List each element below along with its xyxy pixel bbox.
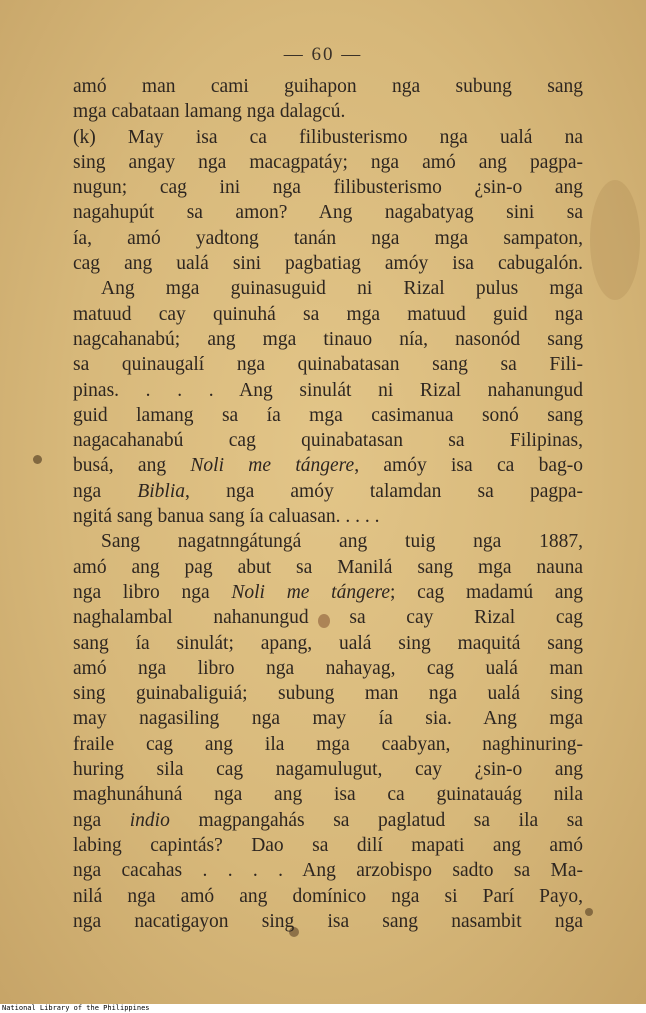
- page-number: — 60 —: [283, 44, 363, 65]
- text-run: nagacahanabú cag quinabatasan sa Filipinas,: [73, 430, 583, 452]
- text-run: nagcahanabú; ang mga tinauo nía, nasonód sang: [73, 328, 583, 350]
- text-line: [73, 150, 583, 175]
- text-run: sing angay nga macagpatáy; nga amó ang pagpa-: [73, 151, 583, 173]
- text-run: nagahupút sa amon? Ang nagabatyag sini sa: [73, 202, 583, 224]
- text-run: labing capintás? Dao sa dilí mapati ang amó: [73, 834, 583, 856]
- text-line: [73, 504, 583, 529]
- text-line: [73, 200, 583, 225]
- text-run: cag ang ualá sini pagbatiag amóy isa cabugalón.: [73, 253, 583, 275]
- italic-title: Noli me tángere: [190, 455, 355, 477]
- text-run: , nga amóy talamdan sa pagpa-: [185, 480, 584, 502]
- paper-stain: [590, 180, 640, 300]
- italic-title: Biblia: [137, 480, 186, 502]
- text-run: ía, amó yadtong tanán nga mga sampaton,: [73, 227, 583, 249]
- text-run: ; cag madamú ang: [390, 581, 584, 603]
- text-run: ngitá sang banua sang ía caluasan. . . . .: [73, 506, 380, 528]
- ink-stain: [33, 455, 42, 464]
- text-run: busá, ang: [73, 455, 191, 477]
- text-line: [73, 276, 583, 301]
- text-run: huring sila cag nagamulugut, cay ¿sin-o ang: [73, 759, 583, 781]
- text-run: , amóy isa ca bag-o: [354, 455, 584, 477]
- text-run: amó nga libro nga nahayag, cag ualá man: [73, 657, 583, 679]
- italic-title: Noli me tángere: [231, 581, 391, 603]
- text-line: [73, 226, 583, 251]
- text-line: [73, 352, 583, 377]
- text-run: nga nacatigayon sing isa sang nasambit nga: [73, 910, 583, 932]
- text-line: [73, 251, 583, 276]
- text-run: nga cacahas . . . . Ang arzobispo sadto sa Ma-: [73, 860, 583, 882]
- text-run: nga: [73, 480, 138, 502]
- text-run: guid lamang sa ía mga casimanua sonó sang: [73, 404, 583, 426]
- text-run: (k) May isa ca filibusterismo nga ualá na: [73, 126, 583, 148]
- text-line: [73, 327, 583, 352]
- text-run: sa quinaugalí nga quinabatasan sang sa Fili-: [73, 354, 583, 376]
- text-run: nilá nga amó ang domínico nga si Parí Payo,: [73, 885, 583, 907]
- text-line: [73, 833, 583, 858]
- text-line: [73, 125, 583, 150]
- text-run: maghunáhuná nga ang isa ca guinatauág nila: [73, 784, 583, 806]
- text-run: sing guinabaliguiá; subung man nga ualá sing: [73, 683, 583, 705]
- text-run: pinas. . . . Ang sinulát ni Rizal nahanungud: [73, 379, 583, 401]
- text-run: nga: [73, 809, 130, 831]
- text-line: [73, 555, 583, 580]
- text-line: [73, 808, 583, 833]
- text-line: [73, 175, 583, 200]
- text-line: [73, 909, 583, 934]
- text-run: may nagasiling nga may ía sia. Ang mga: [73, 708, 583, 730]
- text-run: Sang nagatnngátungá ang tuig nga 1887,: [101, 531, 583, 553]
- text-line: [73, 428, 583, 453]
- text-run: nga libro nga: [73, 581, 232, 603]
- text-line: [73, 858, 583, 883]
- text-line: [73, 302, 583, 327]
- text-line: [73, 479, 583, 504]
- text-line: [73, 706, 583, 731]
- text-run: amó ang pag abut sa Manilá sang mga nauna: [73, 556, 583, 578]
- text-run: sang ía sinulát; apang, ualá sing maquitá sang: [73, 632, 583, 654]
- text-run: Ang mga guinasuguid ni Rizal pulus mga: [101, 278, 583, 300]
- italic-title: indio: [129, 809, 170, 831]
- text-run: magpangahás sa paglatud sa ila sa: [169, 809, 583, 831]
- text-line: [73, 605, 583, 630]
- text-line: [73, 378, 583, 403]
- text-line: [73, 782, 583, 807]
- text-run: mga cabataan lamang nga dalagcú.: [73, 101, 346, 123]
- body-text: [73, 74, 583, 934]
- text-line: [73, 99, 583, 124]
- text-run: nugun; cag ini nga filibusterismo ¿sin-o ang: [73, 177, 583, 199]
- text-line: [73, 757, 583, 782]
- text-line: [73, 631, 583, 656]
- text-line: [73, 74, 583, 99]
- text-run: naghalambal nahanungud sa cay Rizal cag: [73, 607, 583, 629]
- text-run: fraile cag ang ila mga caabyan, naghinuring-: [73, 733, 583, 755]
- text-line: [73, 529, 583, 554]
- text-line: [73, 656, 583, 681]
- text-line: [73, 403, 583, 428]
- text-line: [73, 884, 583, 909]
- ink-stain: [585, 908, 593, 916]
- text-line: [73, 580, 583, 605]
- footer-credit: National Library of the Philippines: [2, 1004, 150, 1012]
- text-run: amó man cami guihapon nga subung sang: [73, 76, 583, 97]
- text-line: [73, 453, 583, 478]
- text-run: matuud cay quinuhá sa mga matuud guid nga: [73, 303, 583, 325]
- text-line: [73, 732, 583, 757]
- text-line: [73, 681, 583, 706]
